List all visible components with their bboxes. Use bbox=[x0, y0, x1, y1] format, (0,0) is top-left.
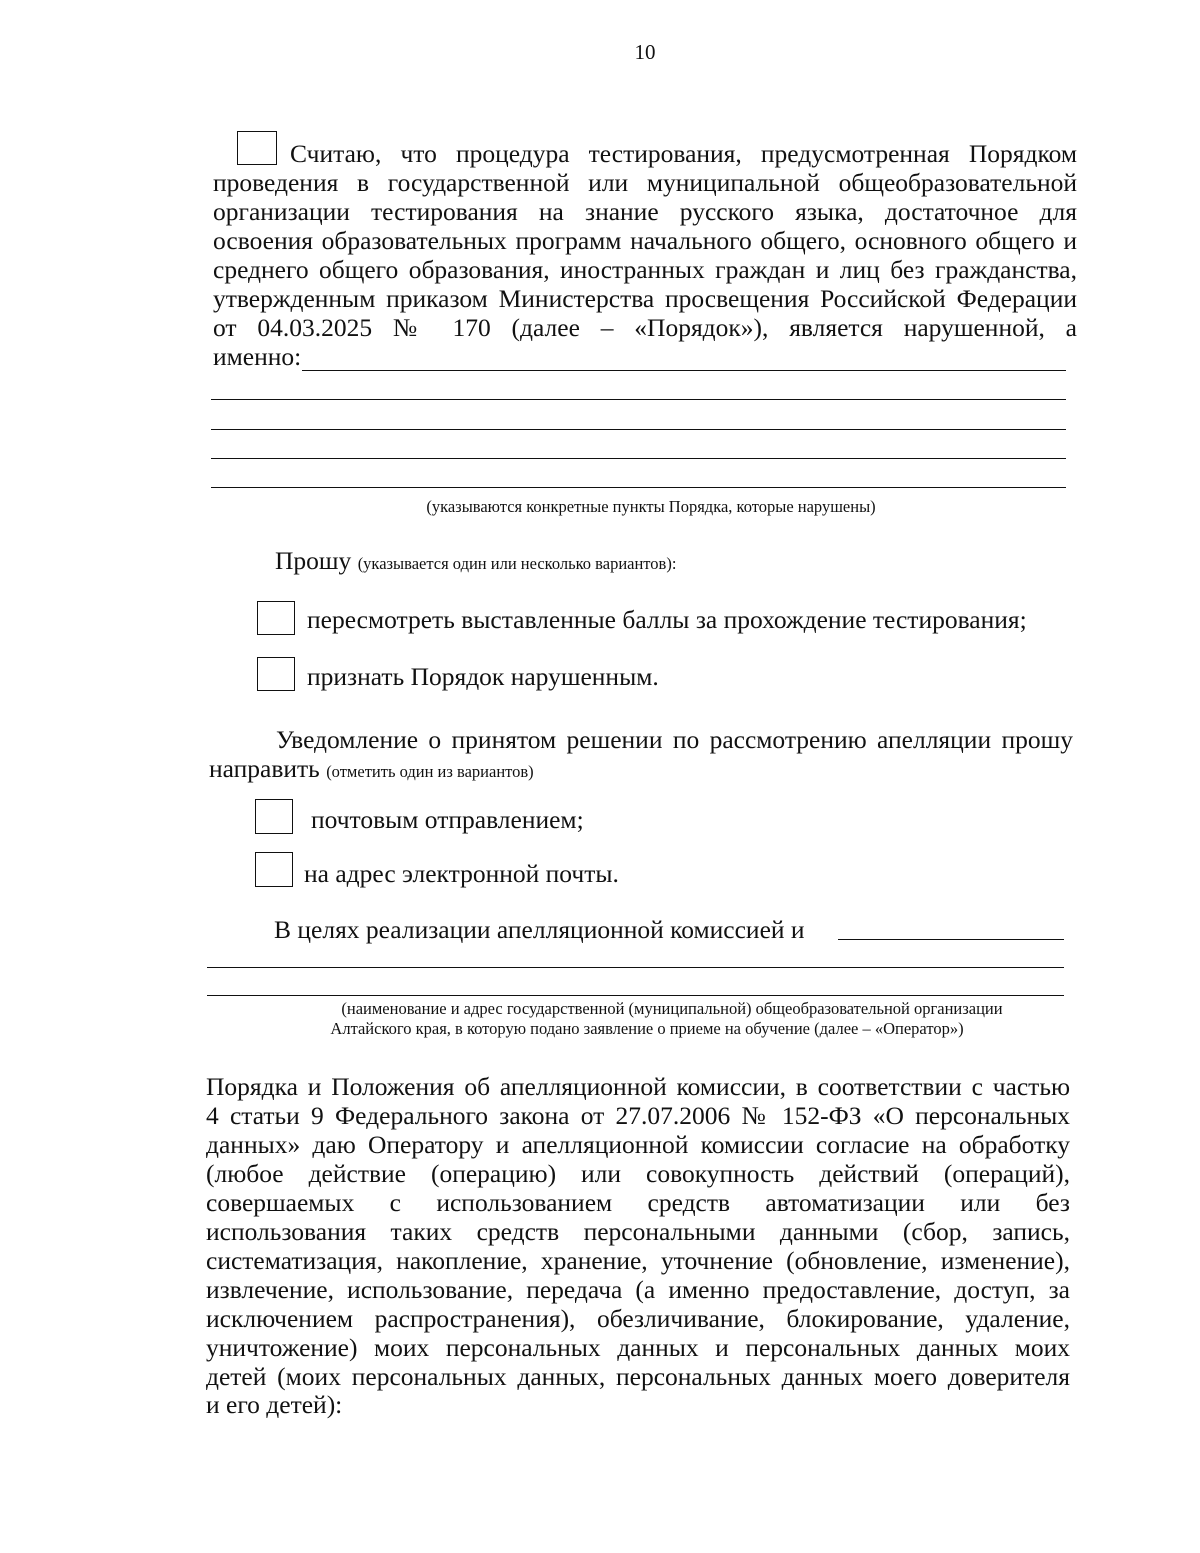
violation-line-6: утвержденным приказом Министерства просвещения Российской Федерации bbox=[213, 284, 1077, 313]
notification-line-1: Уведомление о принятом решении по рассмотрению апелляции прошу bbox=[276, 725, 1073, 754]
consent-line-7: систематизация, накопление, хранение, уточнение (обновление, изменение), bbox=[206, 1246, 1070, 1275]
violation-namely-label: именно: bbox=[213, 342, 302, 371]
consent-line-2: 4 статьи 9 Федерального закона от 27.07.2006 № 152-ФЗ «О персональных bbox=[206, 1101, 1070, 1130]
operator-fill-line-2[interactable] bbox=[207, 967, 1064, 968]
request-hint: (указывается один или несколько вариантов): bbox=[357, 554, 677, 573]
violation-line-3: организации тестирования на знание русского языка, достаточное для bbox=[213, 197, 1077, 226]
violation-line-1: Считаю, что процедура тестирования, предусмотренная Порядком bbox=[290, 139, 1077, 168]
request-heading bbox=[275, 546, 676, 579]
notify-post-label: почтовым отправлением; bbox=[311, 805, 584, 834]
purpose-text: В целях реализации апелляционной комиссией и bbox=[274, 915, 805, 944]
violation-caption: (указываются конкретные пункты Порядка, которые нарушены) bbox=[426, 497, 876, 516]
notify-email-checkbox[interactable] bbox=[255, 852, 293, 887]
request-option-1-checkbox[interactable] bbox=[257, 601, 295, 635]
consent-line-8: извлечение, использование, передача (а именно предоставление, доступ, за bbox=[206, 1275, 1070, 1304]
violation-fill-line-5[interactable] bbox=[211, 487, 1066, 488]
consent-line-11: детей (моих персональных данных, персональных данных моего доверителя bbox=[206, 1362, 1070, 1391]
notification-line-2 bbox=[209, 754, 534, 787]
consent-line-5: совершаемых с использованием средств автоматизации или без bbox=[206, 1188, 1070, 1217]
request-option-2-label: признать Порядок нарушенным. bbox=[307, 662, 659, 691]
consent-line-10: уничтожение) моих персональных данных и персональных данных моих bbox=[206, 1333, 1070, 1362]
page-number: 10 bbox=[634, 40, 656, 64]
violation-line-5: среднего общего образования, иностранных граждан и лиц без гражданства, bbox=[213, 255, 1077, 284]
operator-caption-line-1: (наименование и адрес государственной (муниципальной) общеобразовательной организации bbox=[341, 999, 1003, 1018]
operator-fill-line-1[interactable] bbox=[838, 939, 1064, 940]
violation-fill-line-3[interactable] bbox=[211, 429, 1066, 430]
consent-line-3: данных» даю Оператору и апелляционной комиссии согласие на обработку bbox=[206, 1130, 1070, 1159]
request-option-2-checkbox[interactable] bbox=[257, 657, 295, 691]
violation-fill-line-4[interactable] bbox=[211, 458, 1066, 459]
consent-line-1: Порядка и Положения об апелляционной комиссии, в соответствии с частью bbox=[206, 1072, 1070, 1101]
violation-fill-line-1[interactable] bbox=[302, 370, 1066, 371]
notification-hint: (отметить один из вариантов) bbox=[326, 762, 534, 781]
operator-fill-line-3[interactable] bbox=[207, 995, 1064, 996]
violation-line-4: освоения образовательных программ начального общего, основного общего и bbox=[213, 226, 1077, 255]
violation-checkbox[interactable] bbox=[237, 131, 277, 165]
violation-line-2: проведения в государственной или муниципальной общеобразовательной bbox=[213, 168, 1077, 197]
request-option-1-label: пересмотреть выставленные баллы за прохождение тестирования; bbox=[307, 605, 1027, 634]
consent-line-4: (любое действие (операцию) или совокупность действий (операций), bbox=[206, 1159, 1070, 1188]
consent-line-9: исключением распространения), обезличивание, блокирование, удаление, bbox=[206, 1304, 1070, 1333]
consent-line-12: и его детей): bbox=[206, 1390, 343, 1419]
request-label: Прошу bbox=[275, 546, 352, 575]
operator-caption-line-2: Алтайского края, в которую подано заявление о приеме на обучение (далее – «Оператор») bbox=[330, 1019, 964, 1038]
violation-line-7: от 04.03.2025 № 170 (далее – «Порядок»), является нарушенной, а bbox=[213, 313, 1077, 342]
notify-email-label: на адрес электронной почты. bbox=[304, 859, 619, 888]
consent-line-6: использования таких средств персональными данными (сбор, запись, bbox=[206, 1217, 1070, 1246]
notify-post-checkbox[interactable] bbox=[255, 799, 293, 834]
notification-direct-label: направить bbox=[209, 754, 320, 783]
violation-fill-line-2[interactable] bbox=[211, 399, 1066, 400]
